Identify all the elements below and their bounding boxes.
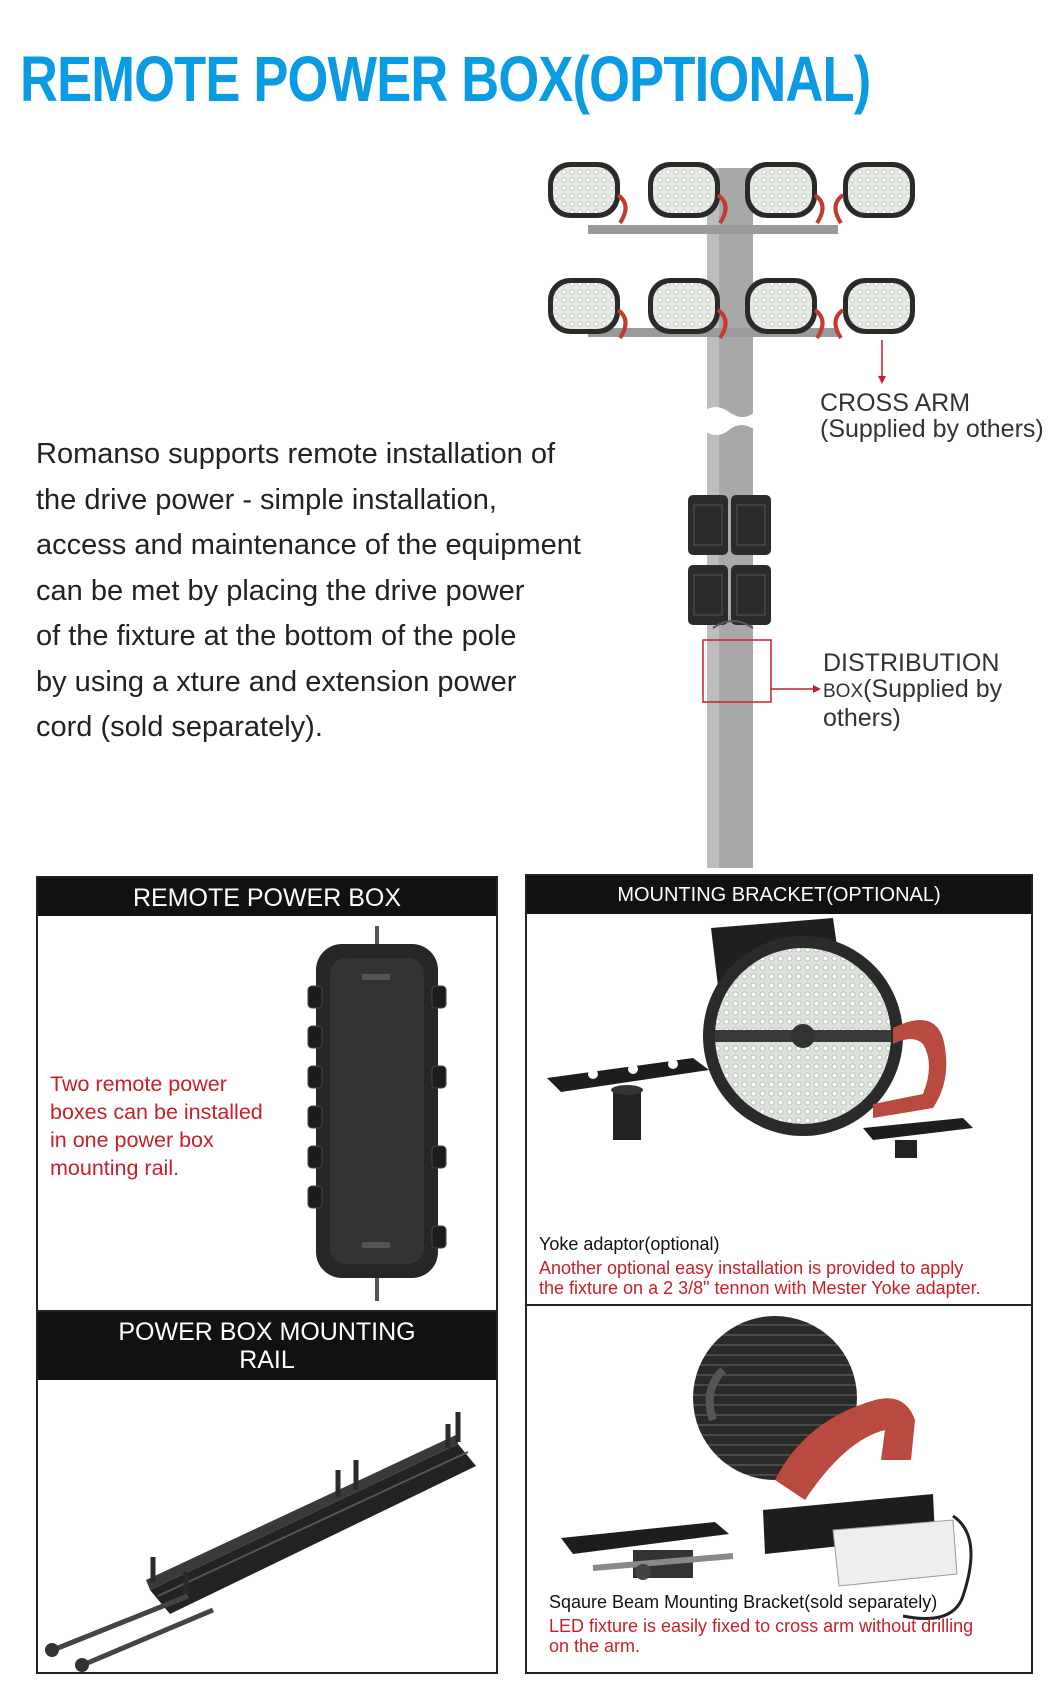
mounting-rail-image (38, 1382, 496, 1672)
desc-line: on the arm. (549, 1636, 641, 1656)
distribution-callout (823, 650, 1002, 731)
note-line: mounting rail. (50, 1156, 180, 1180)
desc-line: the fixture on a 2 3/8" tennon with Mester Yoke adapter. (539, 1278, 981, 1298)
callout-box-word: BOX (823, 681, 864, 702)
note-line: boxes can be installed (50, 1100, 263, 1124)
panel-header: MOUNTING BRACKET(OPTIONAL) (527, 876, 1031, 914)
callout-sub-text: (Supplied by (863, 675, 1003, 703)
yoke-title: Yoke adaptor(optional) (539, 1234, 720, 1254)
callout-sub: (Supplied by others) (820, 415, 1044, 443)
remote-power-box-panel (36, 876, 498, 1314)
mounting-bracket-panel (525, 874, 1033, 1674)
flood-light-icon (835, 162, 915, 223)
page-title: REMOTE POWER BOX(OPTIONAL) (20, 43, 871, 115)
intro-line: access and maintenance of the equipment (36, 529, 581, 561)
cross-arm-callout (820, 390, 1044, 442)
flood-light-icon (835, 278, 915, 338)
intro-line: can be met by placing the drive power (36, 574, 525, 607)
yoke-description (539, 1258, 981, 1298)
intro-line: the drive power - simple installation, (36, 483, 497, 516)
note-line: in one power box (50, 1128, 214, 1152)
yoke-fixture-image (533, 918, 1029, 1158)
note-line: Two remote power (50, 1072, 227, 1096)
remote-power-box-image (274, 926, 494, 1311)
intro-line: of the fixture at the bottom of the pole (36, 620, 517, 652)
callout-title: CROSS ARM (820, 389, 971, 417)
desc-line: Another optional easy installation is provided to apply (539, 1258, 964, 1278)
beam-description (549, 1616, 973, 1656)
remote-box-note (50, 1070, 263, 1182)
intro-line: cord (sold separately). (36, 711, 323, 743)
beam-title: Sqaure Beam Mounting Bracket(sold separately) (549, 1592, 938, 1612)
panel-divider (527, 1304, 1031, 1306)
intro-line: Romanso supports remote installation of (36, 438, 556, 470)
panel-header-line: RAIL (239, 1346, 295, 1374)
intro-line: by using a xture and extension power (36, 665, 517, 698)
callout-title: DISTRIBUTION (823, 649, 1000, 677)
cross-arm-upper (588, 225, 838, 234)
flood-light-icon (745, 162, 823, 223)
mounting-rail-panel (36, 1310, 498, 1674)
desc-line: LED fixture is easily fixed to cross arm without drilling (549, 1616, 974, 1636)
callout-sub (823, 676, 1002, 705)
callout-sub: others) (823, 704, 901, 732)
square-beam-bracket-image (533, 1310, 1029, 1620)
flood-light-icon (548, 162, 626, 223)
panel-header-line: POWER BOX MOUNTING (118, 1318, 416, 1346)
panel-header (38, 1312, 496, 1380)
panel-header: REMOTE POWER BOX (38, 878, 496, 916)
